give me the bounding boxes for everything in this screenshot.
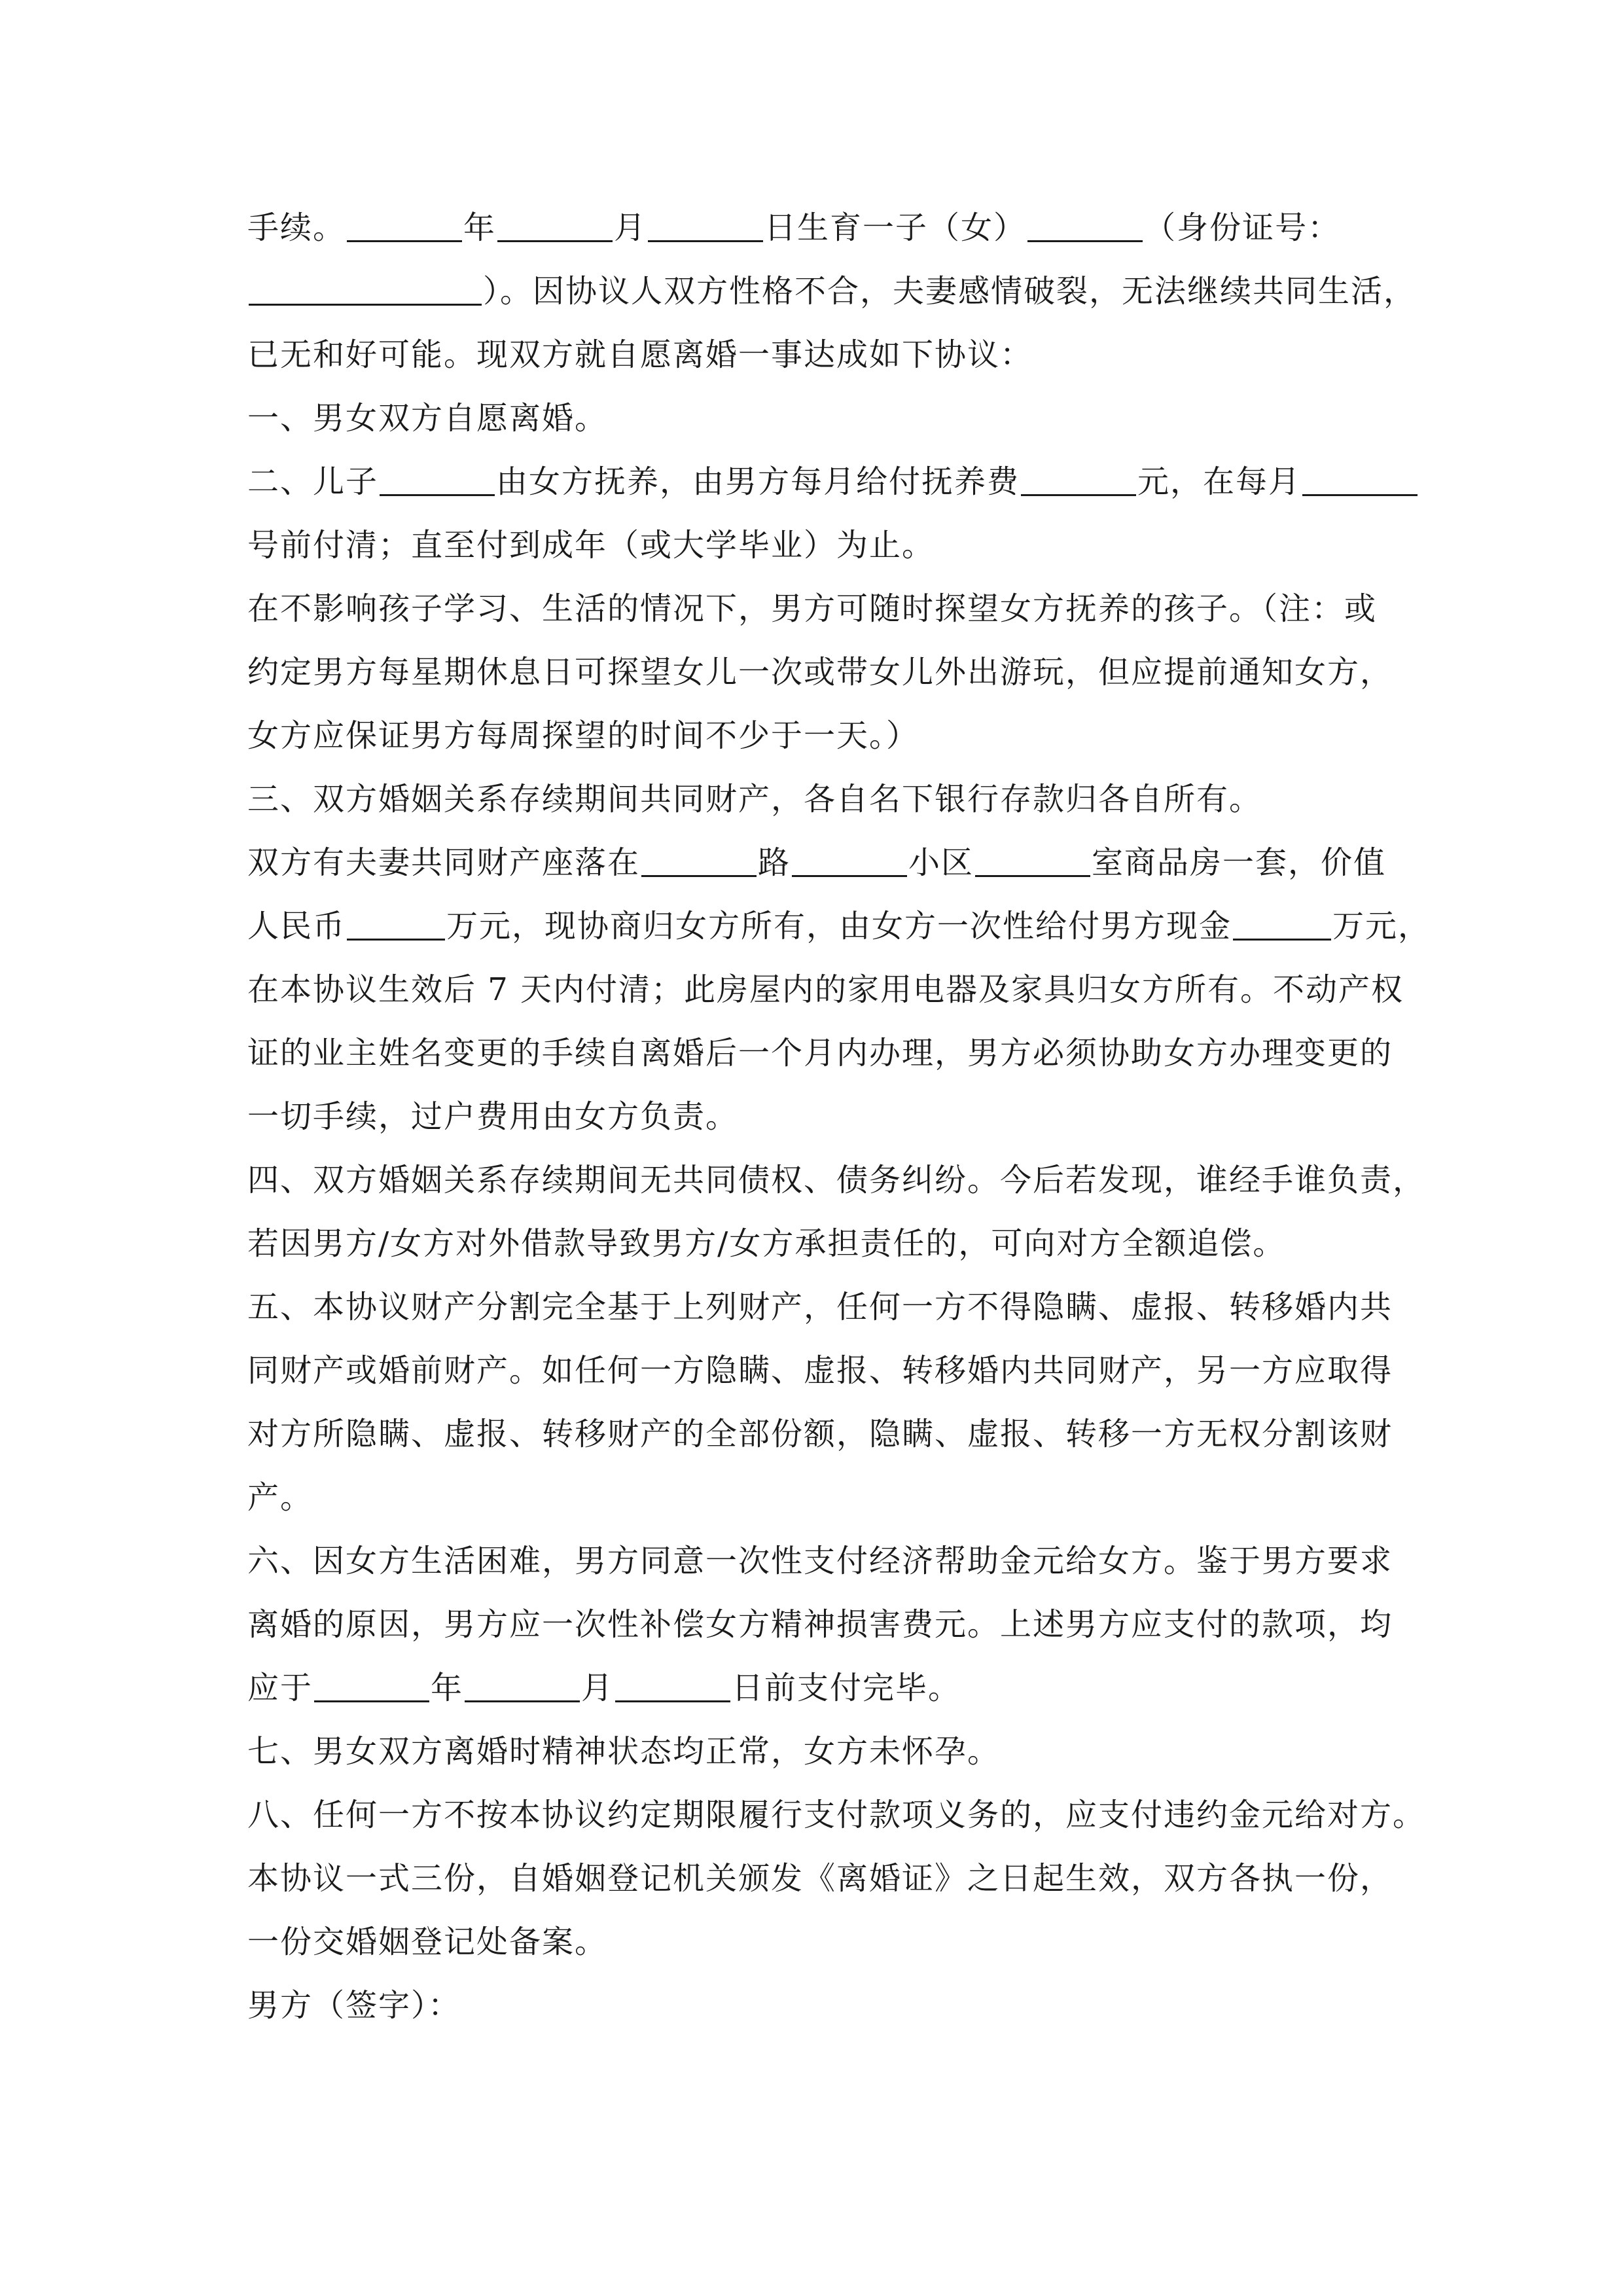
text-line: 离婚的原因，男方应一次性补偿女方精神损害费元。上述男方应支付的款项，均 xyxy=(247,1606,1393,1643)
blank-day xyxy=(648,207,763,242)
text-line: 本协议一式三份，自婚姻登记机关颁发《离婚证》之日起生效，双方各执一份， xyxy=(247,1860,1393,1897)
signature-label: 男方（签字）： xyxy=(247,1987,461,2024)
blank-child-name xyxy=(1027,207,1143,242)
blank-year xyxy=(347,207,462,242)
blank-pay-day xyxy=(1302,461,1418,496)
text-line: 三、双方婚姻关系存续期间共同财产，各自名下银行存款归各自所有。 xyxy=(247,781,1262,817)
text-line: 五、本协议财产分割完全基于上列财产，任何一方不得隐瞒、虚报、转移婚内共 xyxy=(247,1289,1393,1325)
blank-son-name xyxy=(380,461,495,496)
text-line: 人民币 万元，现协商归女方所有，由女方一次性给付男方现金 万元， xyxy=(247,905,1380,947)
blank-day xyxy=(615,1668,730,1702)
text-line: 对方所隐瞒、虚报、转移财产的全部份额，隐瞒、虚报、转移一方无权分割该财 xyxy=(247,1416,1393,1452)
text-line: 双方有夫妻共同财产座落在 路 小区 室商品房一套，价值 xyxy=(247,842,1380,884)
text-line: 若因男方/女方对外借款导致男方/女方承担责任的，可向对方全额追偿。 xyxy=(247,1225,1286,1262)
text-line: 女方应保证男方每周探望的时间不少于一天。） xyxy=(247,717,919,754)
blank-cash-amount xyxy=(1233,906,1331,941)
text-line: 八、任何一方不按本协议约定期限履行支付款项义务的，应支付违约金元给对方。 xyxy=(247,1797,1426,1833)
text-line: 约定男方每星期休息日可探望女儿一次或带女儿外出游玩，但应提前通知女方， xyxy=(247,654,1393,691)
text-line: 已无和好可能。现双方就自愿离婚一事达成如下协议： xyxy=(247,336,1033,373)
text-line: ）。因协议人双方性格不合，夫妻感情破裂，无法继续共同生活， xyxy=(247,270,1380,312)
text-line: 应于 年 月 日前支付完毕。 xyxy=(247,1667,1380,1709)
blank-house-value xyxy=(347,906,445,941)
text-line: 二、儿子 由女方抚养，由男方每月给付抚养费 元，在每月 xyxy=(247,461,1380,503)
text-line: 同财产或婚前财产。如任何一方隐瞒、虚报、转移婚内共同财产，另一方应取得 xyxy=(247,1352,1393,1389)
blank-year xyxy=(314,1668,429,1702)
blank-support-amount xyxy=(1021,461,1136,496)
blank-road xyxy=(641,842,757,877)
blank-community xyxy=(792,842,907,877)
text-line: 手续。 年 月 日生育一子（女） （身份证号： xyxy=(247,207,1380,249)
text-line: 在本协议生效后 7 天内付清；此房屋内的家用电器及家具归女方所有。不动产权 xyxy=(247,971,1404,1008)
blank-month xyxy=(497,207,613,242)
text-line: 一、男女双方自愿离婚。 xyxy=(247,400,608,437)
text-line: 在不影响孩子学习、生活的情况下，男方可随时探望女方抚养的孩子。（注：或 xyxy=(247,590,1378,627)
blank-room xyxy=(975,842,1090,877)
blank-month xyxy=(465,1668,580,1702)
text-line: 一份交婚姻登记处备案。 xyxy=(247,1924,608,1960)
text-line: 产。 xyxy=(247,1479,313,1516)
text-line: 四、双方婚姻关系存续期间无共同债权、债务纠纷。今后若发现，谁经手谁负责， xyxy=(247,1162,1426,1198)
text-line: 一切手续，过户费用由女方负责。 xyxy=(247,1098,739,1135)
text-line: 证的业主姓名变更的手续自离婚后一个月内办理，男方必须协助女方办理变更的 xyxy=(247,1035,1393,1071)
text-line: 号前付清；直至付到成年（或大学毕业）为止。 xyxy=(247,527,935,564)
text-line: 七、男女双方离婚时精神状态均正常，女方未怀孕。 xyxy=(247,1733,1001,1770)
blank-id-number xyxy=(249,271,482,306)
text-line: 六、因女方生活困难，男方同意一次性支付经济帮助金元给女方。鉴于男方要求 xyxy=(247,1543,1393,1579)
